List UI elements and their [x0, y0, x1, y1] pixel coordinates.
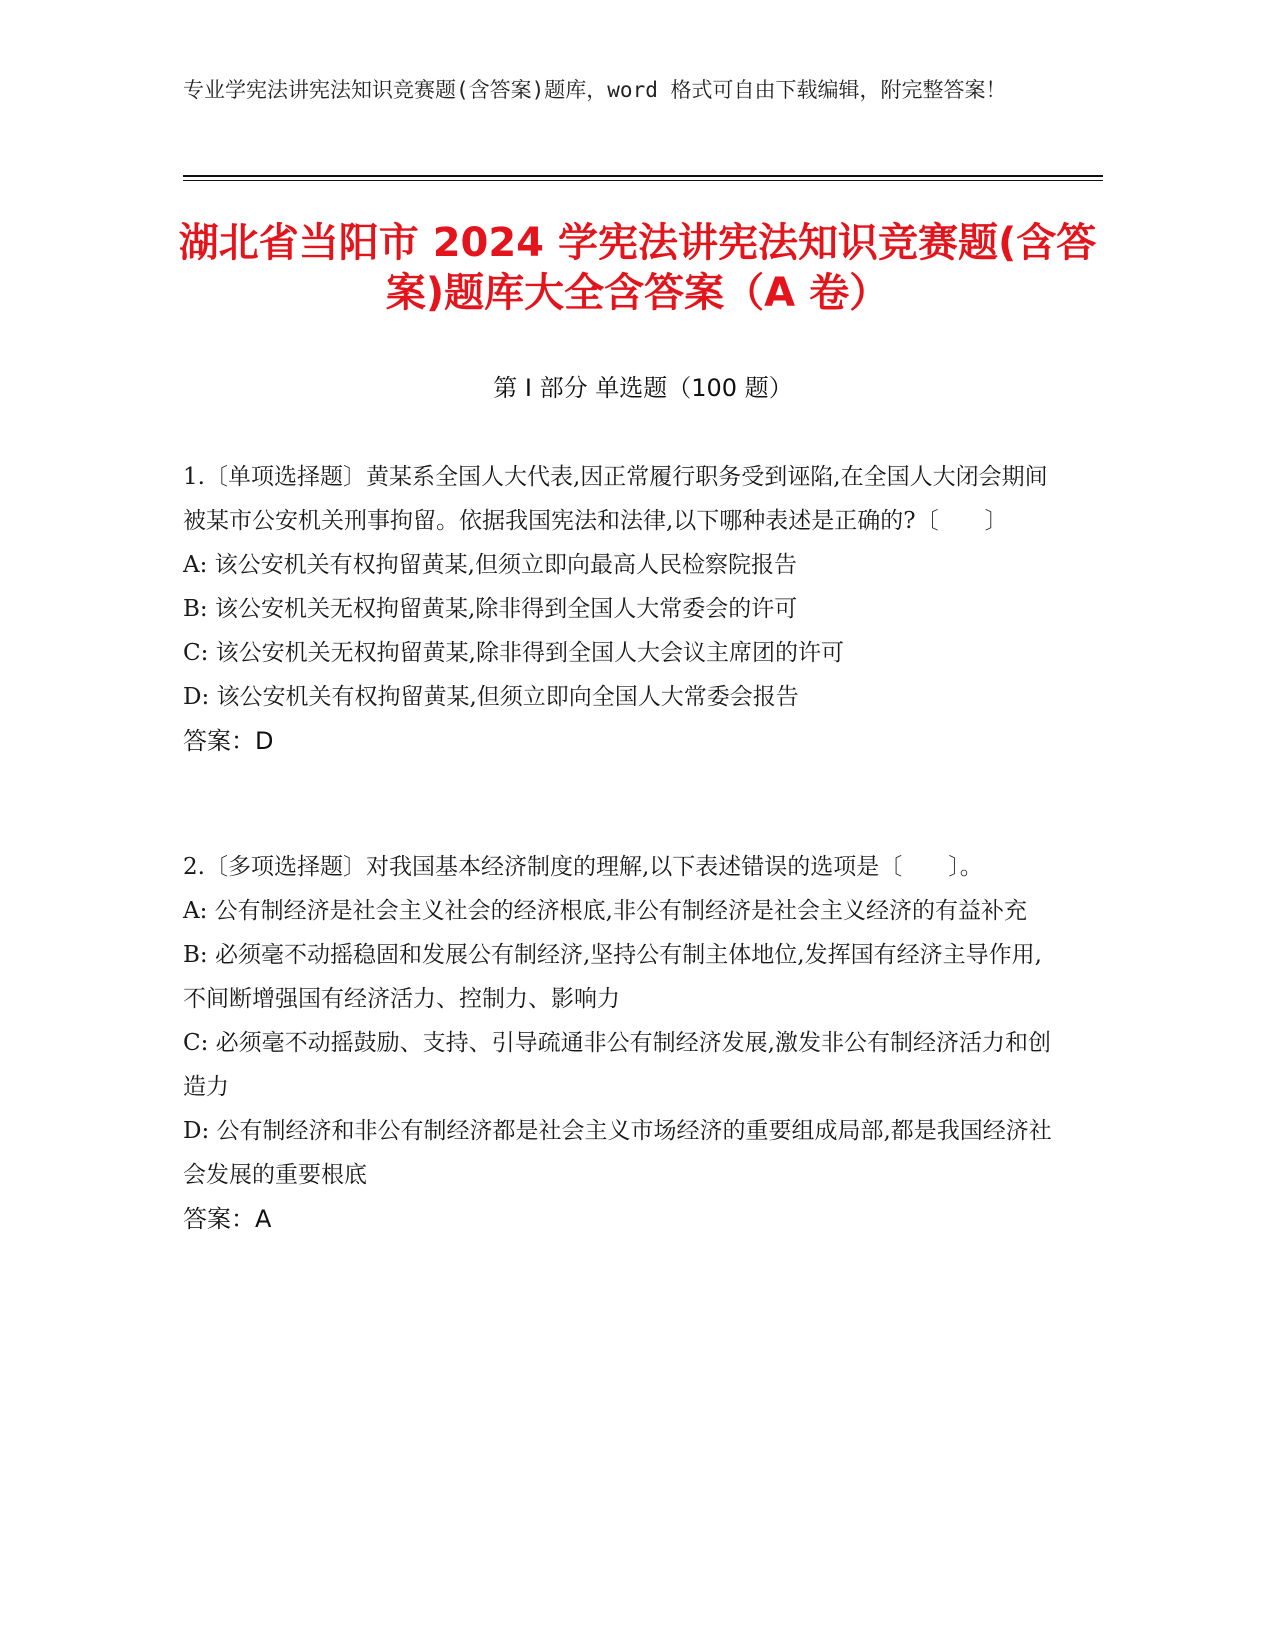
answer-line: 答案：A — [183, 1205, 272, 1233]
header-note: 专业学宪法讲宪法知识竞赛题(含答案)题库，word 格式可自由下载编辑，附完整答案！ — [183, 78, 1007, 102]
question-stem: 2.〔多项选择题〕对我国基本经济制度的理解,以下表述错误的选项是〔 〕。 — [183, 854, 983, 880]
option-b: B: 必须毫不动摇稳固和发展公有制经济,坚持公有制主体地位,发挥国有经济主导作用,不间断增强国有经济活力、控制力、影响力 — [183, 942, 1042, 1012]
option-b: B: 该公安机关无权拘留黄某,除非得到全国人大常委会的许可 — [183, 596, 798, 622]
question-stem: 1.〔单项选择题〕黄某系全国人大代表,因正常履行职务受到诬陷,在全国人大闭会期间被某市公安机关刑事拘留。依据我国宪法和法律,以下哪种表述是正确的?〔 〕 — [183, 464, 1048, 534]
option-d: D: 公有制经济和非公有制经济都是社会主义市场经济的重要组成局部,都是我国经济社会发展的重要根底 — [183, 1118, 1052, 1188]
section-title: 第 I 部分 单选题（100 题） — [493, 374, 793, 402]
header-divider-thin — [183, 180, 1103, 181]
question-item — [183, 845, 1053, 1241]
option-a: A: 该公安机关有权拘留黄某,但须立即向最高人民检察院报告 — [183, 552, 797, 578]
answer-line: 答案：D — [183, 727, 274, 755]
option-d: D: 该公安机关有权拘留黄某,但须立即向全国人大常委会报告 — [183, 684, 799, 710]
option-c: C: 必须毫不动摇鼓励、支持、引导疏通非公有制经济发展,激发非公有制经济活力和创造力 — [183, 1030, 1051, 1100]
header-divider — [183, 175, 1103, 177]
document-title: 湖北省当阳市 2024 学宪法讲宪法知识竞赛题(含答案)题库大全含答案（A 卷） — [178, 220, 1097, 316]
option-c: C: 该公安机关无权拘留黄某,除非得到全国人大会议主席团的许可 — [183, 640, 844, 666]
question-item — [183, 455, 1053, 763]
option-a: A: 公有制经济是社会主义社会的经济根底,非公有制经济是社会主义经济的有益补充 — [183, 898, 1027, 924]
